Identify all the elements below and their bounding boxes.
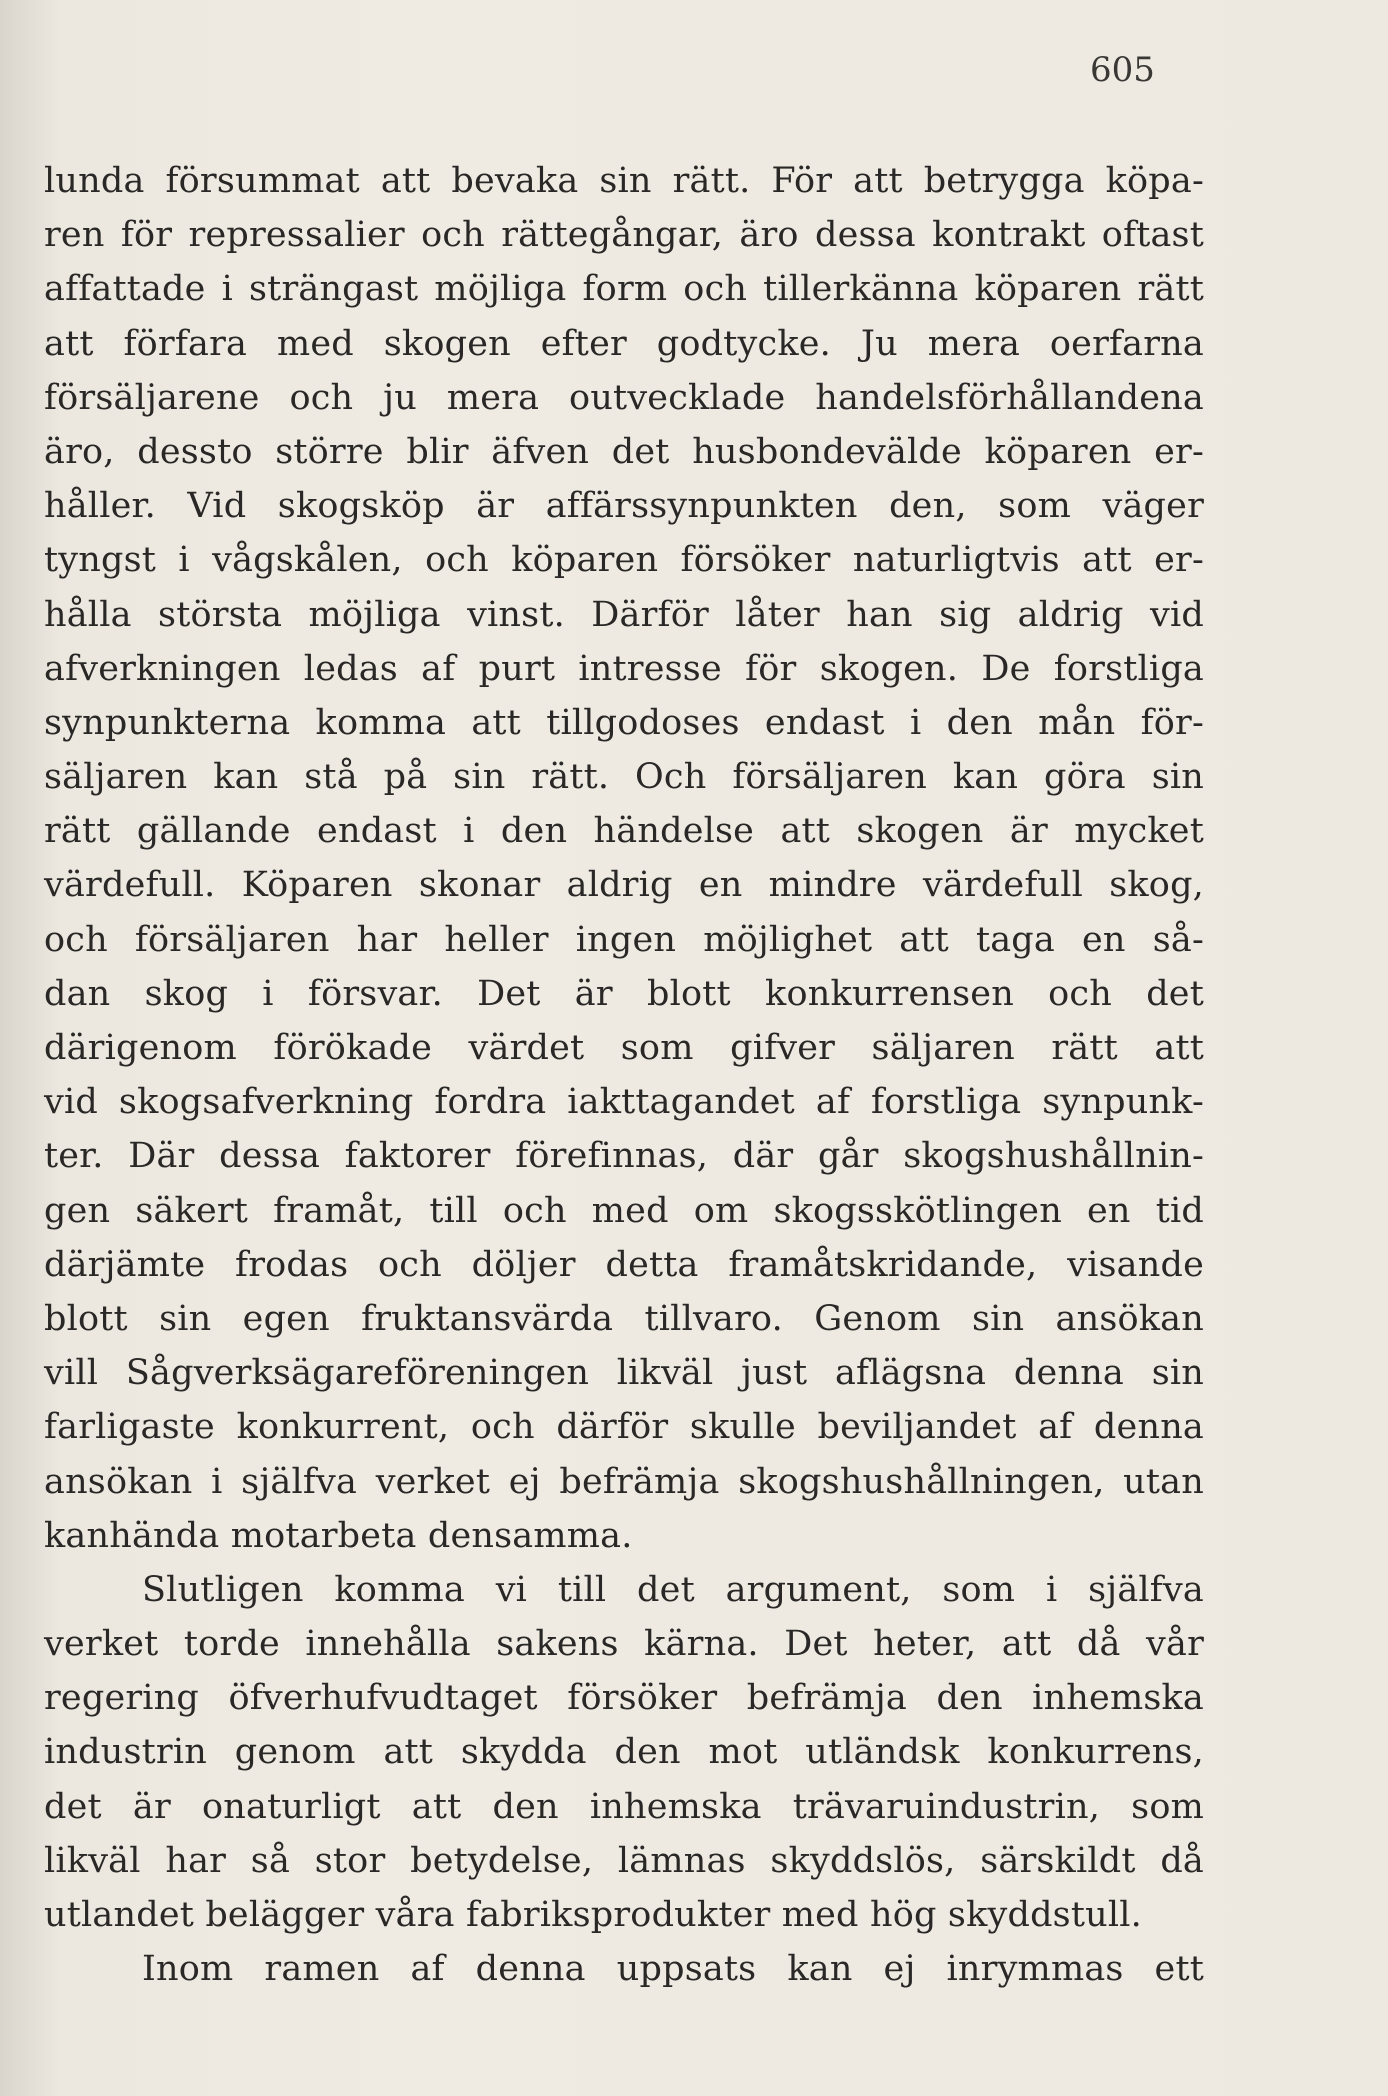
text-line: vid skogsafverkning fordra iakttagandet af forstliga synpunk- bbox=[44, 1082, 1204, 1123]
text-line: gen säkert framåt, till och med om skogsskötlingen en tid bbox=[44, 1190, 1204, 1231]
text-line: regering öfverhufvudtaget försöker befrämja den inhemska bbox=[44, 1678, 1204, 1719]
text-line: tyngst i vågskålen, och köparen försöker naturligtvis att er- bbox=[44, 540, 1204, 581]
text-line: håller. Vid skogsköp är affärssynpunkten den, som väger bbox=[44, 486, 1204, 527]
text-line: och försäljaren har heller ingen möjlighet att taga en så- bbox=[44, 919, 1204, 960]
text-line: ansökan i själfva verket ej befrämja skogshushållningen, utan bbox=[44, 1461, 1204, 1502]
text-line: rätt gällande endast i den händelse att skogen är mycket bbox=[44, 811, 1204, 852]
text-line: därjämte frodas och döljer detta framåtskridande, visande bbox=[44, 1244, 1204, 1285]
text-line: synpunkterna komma att tillgodoses endast i den mån för- bbox=[44, 702, 1204, 743]
text-line: lunda försummat att bevaka sin rätt. För att betrygga köpa- bbox=[44, 161, 1204, 201]
text-line: ren för repressalier och rättegångar, äro dessa kontrakt oftast bbox=[44, 215, 1204, 256]
text-line: därigenom förökade värdet som gifver säljaren rätt att bbox=[44, 1028, 1204, 1068]
paragraph-end-line: kanhända motarbeta densamma. bbox=[44, 1515, 633, 1556]
text-line: hålla största möjliga vinst. Därför låter han sig aldrig vid bbox=[44, 594, 1204, 635]
text-line: att förfara med skogen efter godtycke. Ju mera oerfarna bbox=[44, 323, 1204, 364]
text-line: vill Sågverksägareföreningen likväl just aflägsna denna sin bbox=[44, 1353, 1204, 1394]
body-text bbox=[44, 154, 1204, 1996]
text-line: värdefull. Köparen skonar aldrig en mindre värdefull skog, bbox=[44, 865, 1204, 906]
text-line: försäljarene och ju mera outvecklade handelsförhållandena bbox=[44, 377, 1204, 418]
text-line: afverkningen ledas af purt intresse för skogen. De forstliga bbox=[44, 648, 1204, 689]
paragraph-start-line: Inom ramen af denna uppsats kan ej inrymmas ett bbox=[142, 1949, 1204, 1990]
text-line: blott sin egen fruktansvärda tillvaro. Genom sin ansökan bbox=[44, 1298, 1204, 1339]
text-line: det är onaturligt att den inhemska trävaruindustrin, som bbox=[44, 1786, 1204, 1827]
text-line: dan skog i försvar. Det är blott konkurrensen och det bbox=[44, 973, 1204, 1014]
text-line: ter. Där dessa faktorer förefinnas, där går skogshushållnin- bbox=[44, 1136, 1204, 1177]
paragraph-end-line: utlandet belägger våra fabriksprodukter med hög skyddstull. bbox=[44, 1895, 1142, 1935]
text-line: verket torde innehålla sakens kärna. Det heter, att då vår bbox=[44, 1624, 1204, 1665]
text-line: likväl har så stor betydelse, lämnas skyddslös, särskildt då bbox=[44, 1840, 1204, 1881]
page-number: 605 bbox=[1090, 50, 1155, 90]
text-line: äro, dessto större blir äfven det husbondevälde köparen er- bbox=[44, 431, 1204, 472]
text-line: affattade i strängast möjliga form och tillerkänna köparen rätt bbox=[44, 269, 1204, 310]
text-line: farligaste konkurrent, och därför skulle beviljandet af denna bbox=[44, 1407, 1204, 1448]
text-line: industrin genom att skydda den mot utländsk konkurrens, bbox=[44, 1732, 1204, 1773]
paragraph-start-line: Slutligen komma vi till det argument, som i själfva bbox=[142, 1569, 1204, 1610]
text-line: säljaren kan stå på sin rätt. Och försäljaren kan göra sin bbox=[44, 757, 1204, 798]
